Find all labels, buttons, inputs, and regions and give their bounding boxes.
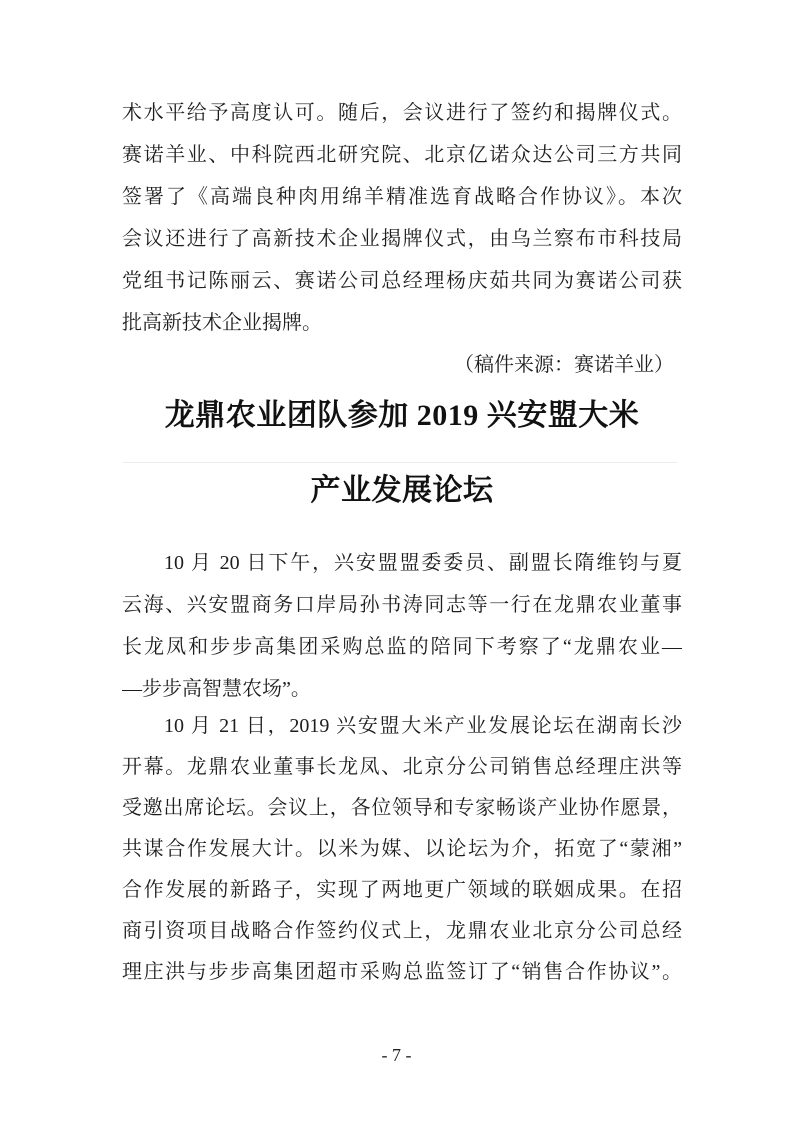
- body-line: 签署了《高端良种肉用绵羊精准选育战略合作协议》。本次: [122, 186, 682, 208]
- body-line: 党组书记陈丽云、赛诺公司总经理杨庆茹共同为赛诺公司获: [122, 270, 682, 292]
- page-number: - 7 -: [381, 1045, 412, 1065]
- body-line: 开幕。龙鼎农业董事长龙凤、北京分公司销售总经理庄洪等: [122, 756, 682, 778]
- source-credit: （稿件来源：赛诺羊业）: [454, 354, 674, 376]
- body-line: 合作发展的新路子，实现了两地更广领域的联姻成果。在招: [122, 879, 682, 901]
- body-line: 长龙凤和步步高集团采购总监的陪同下考察了“龙鼎农业—: [122, 636, 682, 658]
- body-line: 共谋合作发展大计。以米为媒、以论坛为介，拓宽了“蒙湘”: [122, 838, 682, 860]
- article-paragraph-2: [122, 706, 682, 993]
- article-paragraph-1: [122, 542, 682, 710]
- body-line: 会议还进行了高新技术企业揭牌仪式，由乌兰察布市科技局: [122, 228, 682, 250]
- body-line: 理庄洪与步步高集团超市采购总监签订了“销售合作协议”。: [122, 961, 682, 983]
- body-line: 受邀出席论坛。会议上，各位领导和专家畅谈产业协作愿景，: [122, 797, 682, 819]
- body-line: 术水平给予高度认可。随后，会议进行了签约和揭牌仪式。: [122, 102, 682, 124]
- body-line: 10 月 21 日，2019 兴安盟大米产业发展论坛在湖南长沙: [164, 715, 682, 737]
- body-line: 云海、兴安盟商务口岸局孙书涛同志等一行在龙鼎农业董事: [122, 594, 682, 616]
- body-line: 10 月 20 日下午，兴安盟盟委委员、副盟长隋维钧与夏: [164, 552, 682, 574]
- body-line: 批高新技术企业揭牌。: [122, 312, 322, 334]
- title-divider: [123, 462, 677, 463]
- body-line: 赛诺羊业、中科院西北研究院、北京亿诺众达公司三方共同: [122, 144, 682, 166]
- article-title-line-1: 龙鼎农业团队参加 2019 兴安盟大米: [164, 399, 640, 432]
- body-line: 商引资项目战略合作签约仪式上，龙鼎农业北京分公司总经: [122, 920, 682, 942]
- body-line: —步步高智慧农场”。: [122, 678, 311, 700]
- article-title-line-2: 产业发展论坛: [310, 474, 494, 507]
- article-continuation: [122, 92, 682, 386]
